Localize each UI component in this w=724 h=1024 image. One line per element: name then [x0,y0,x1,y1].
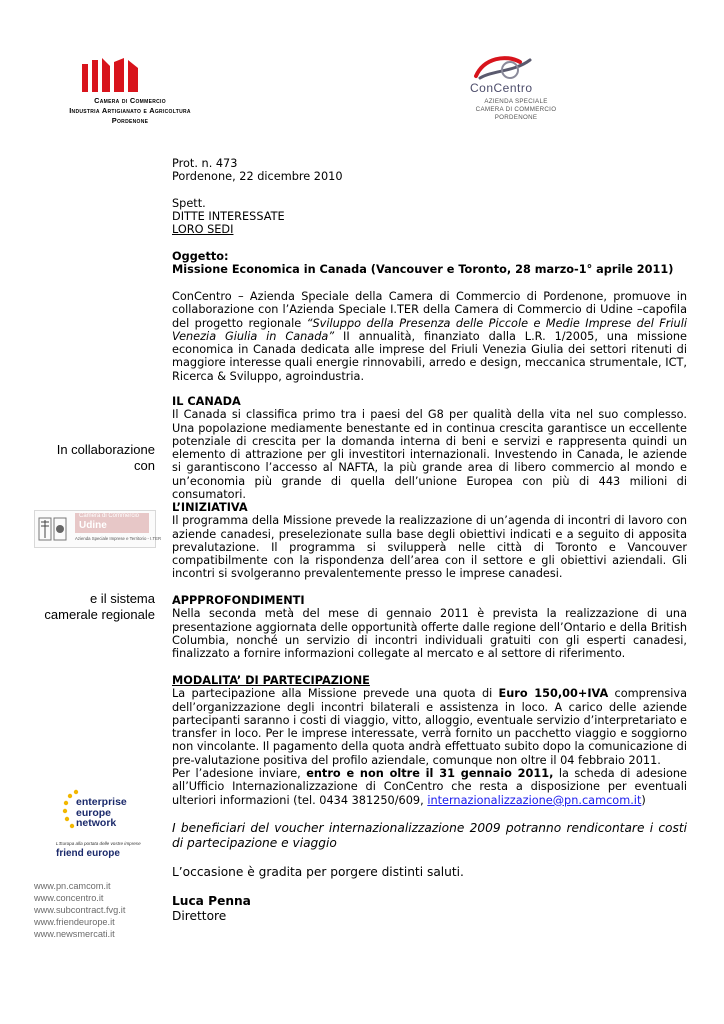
subject-text: Missione Economica in Canada (Vancouver e Toronto, 28 marzo-1° aprile 2011) [172,263,674,277]
voucher-text: I beneficiari del voucher internazionalizzazione 2009 potranno rendicontare i costi di partecipazione e viaggio [172,821,687,850]
section-iniziativa-title: L’INIZIATIVA [172,501,248,514]
udine-crest-icon [38,516,68,542]
signature-name: Luca Penna [172,894,251,908]
modalita-p2-text-c: ) [641,793,646,807]
section-modalita [172,674,687,807]
section-iniziativa [172,501,687,581]
subject-label: Oggetto: [172,250,229,263]
sidebar-website-list [34,880,125,940]
concentro-logo-sub [466,98,566,122]
modalita-p1-text-a: La partecipazione alla Missione prevede una quota di [172,687,499,701]
subject-block [172,250,687,277]
participation-fee: Euro 150,00+IVA [498,687,609,701]
camera-udine-logo [34,510,162,548]
letter-header [172,157,687,236]
concentro-logo [466,48,566,128]
voucher-note [172,821,687,851]
modalita-p2-text-a: Per l’adesione inviare, [172,767,307,781]
modalita-paragraph-1 [172,687,687,767]
contact-email-link[interactable]: internazionalizzazione@pn.camcom.it [427,793,642,807]
website-link[interactable]: www.friendeurope.it [34,917,115,927]
udine-logo-line2: Udine [79,520,107,531]
section-approfondimenti [172,594,687,660]
sidebar-collab-line1: In collaborazione [56,442,155,457]
section-iniziativa-text: Il programma della Missione prevede la realizzazione di un’agenda di incontri di lavoro con aziende canadesi, preselezionate sulla base degli obiettivi indicati e a seguito di apposita prevalutazione. Il programma si svilupperà nelle città di Toronto e Vancouver compatibilmente con la rispondenza dell’area con il settore e gli obiettivi aziendali. Gli incontri si svolgeranno prevalentemente presso le imprese canadesi. [172,514,687,581]
section-canada [172,395,687,501]
modalita-p2-text-b: la scheda di adesione all’Ufficio Internazionalizzazione di ConCentro che resta a disposizione per eventuali ulteriori informazioni (tel. 0434 381250/609, [172,767,687,807]
website-link[interactable]: www.concentro.it [34,893,104,903]
intro-paragraph [172,290,687,383]
protocol-number: Prot. n. 473 [172,157,238,170]
website-link[interactable]: www.subcontract.fvg.it [34,905,126,915]
intro-project-title: “Sviluppo della Presenza delle Piccole e Medie Imprese del Friuli Venezia Giulia in Canada” [172,316,687,343]
closing-greeting [172,866,687,879]
camera-logo-line3: Pordenone [111,116,149,125]
letter-date: Pordenone, 22 dicembre 2010 [172,170,343,184]
section-modalita-title: MODALITA’ DI PARTECIPAZIONE [172,674,370,687]
website-link[interactable]: www.pn.camcom.it [34,881,111,891]
friend-europe-text: friend europe [56,848,120,859]
sidebar-collaboration-label [30,442,155,474]
sidebar-sistema-label [30,591,155,623]
signature-role: Direttore [172,909,227,923]
recipient-loro-sedi: LORO SEDI [172,223,234,237]
een-line1: enterprise [76,796,127,808]
section-canada-title: IL CANADA [172,395,241,408]
recipient-ditte: DITTE INTERESSATE [172,209,285,223]
concentro-sub-line3: PORDENONE [494,114,538,121]
closing-text: L’occasione è gradita per porgere distinti saluti. [172,865,464,879]
enterprise-europe-network-logo [56,788,146,868]
concentro-sub-line2: CAMERA DI COMMERCIO [475,106,557,113]
concentro-logo-name: ConCentro [470,81,533,95]
camera-logo-mark-icon [80,58,140,92]
signature-block [172,894,687,924]
udine-logo-line3: Azienda Speciale Imprese e Territorio - I.TER [75,536,162,541]
camera-logo-line1: Camera di Commercio [94,96,166,105]
camera-logo-line2: Industria Artigianato e Agricoltura [69,106,191,115]
modalita-p1-text-b: comprensiva dell’organizzazione degli incontri bilaterali e assistenza in loco. A carico delle aziende partecipanti saranno i costi di viaggio, vitto, alloggio, eventuale servizio d’interpretariato e transfer in loco. Per le imprese interessate, verrà fornito un pacchetto viaggio e soggiorno non vincolante. Il pagamento della quota andrà effettuato subito dopo la comunicazione di pre-valutazione positiva del profilo aziendale, comunque non oltre il 04 febbraio 2011. [172,687,688,767]
sidebar-sistema-line2: camerale regionale [44,607,155,622]
website-link[interactable]: www.newsmercati.it [34,929,115,939]
een-tagline: L'Europa alla portata delle vostre imprese [56,841,141,846]
een-line2: europe [76,806,112,819]
intro-text-1: ConCentro – Azienda Speciale della Camera di Commercio di Pordenone, promuove in collaborazione con l’Azienda Speciale I.TER della Camera di Commercio di Udine –capofila del progetto regionale [172,290,687,330]
camera-logo-text [40,96,220,126]
een-line3: network [76,817,117,829]
recipient-spett: Spett. [172,196,206,210]
modalita-paragraph-2 [172,767,687,807]
een-logo-text [76,797,127,829]
udine-logo-line1: Camera di Commercio [79,513,140,519]
concentro-swirl-icon [470,52,540,84]
section-approfondimenti-text: Nella seconda metà del mese di gennaio 2011 è prevista la realizzazione di una presentazione aggiornata delle opportunità offerte dalle regione dell’Ontario e della British Columbia, nonché un servizio di incontri individuali gratuiti con gli esperti canadesi, finalizzato a fornire informazioni collegate al mercato e al settore di riferimento. [172,607,687,661]
section-canada-text: Il Canada si classifica primo tra i paesi del G8 per qualità della vita nel suo complesso. Una popolazione mediamente benestante ed in continua crescita garantisce un eccellente potenziale di crescita per la domanda interna di beni e servizi e rappresenta quindi un elemento di attrazione per gli investitori internazionali. Investendo in Canada, le aziende si garantiscono l’accesso al NAFTA, la più grande area di libero commercio al mondo e un’economia più grande di quella dell’unione Europea con più di 443 milioni di consumatori. [172,408,687,502]
sidebar-sistema-line1: e il sistema [89,591,155,606]
sidebar-collab-line2: con [134,458,155,473]
section-approfondimenti-title: APPPROFONDIMENTI [172,594,305,607]
concentro-sub-line1: AZIENDA SPECIALE [484,98,548,105]
registration-deadline: entro e non oltre il 31 gennaio 2011, [306,767,554,781]
intro-text-2: II annualità, finanziato dalla L.R. 1/2005, una missione economica in Canada dedicata alle imprese del Friuli Venezia Giulia dei settori ritenuti di maggiore interesse quali energie rinnovabili, arredo e design, meccanica strumentale, ICT, Ricerca & Sviluppo, agroindustria. [172,329,688,383]
